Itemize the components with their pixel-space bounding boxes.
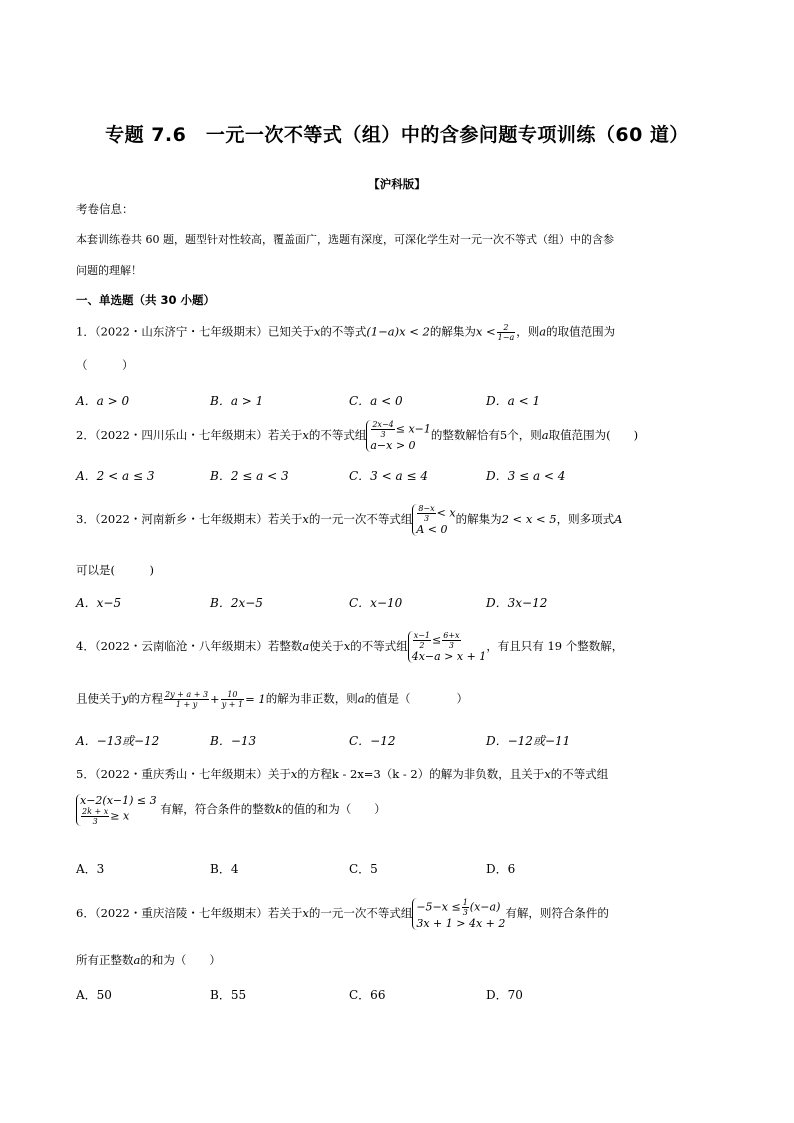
q3-stem-c: 的解集为: [455, 512, 502, 526]
q4-r1-num-right: 6+x: [443, 631, 460, 640]
q2-row1-num: 2x−4: [372, 420, 394, 429]
q4-option-b[interactable]: B．−13: [210, 734, 257, 748]
q1-option-d[interactable]: D．a < 1: [486, 394, 541, 408]
question-3: [76, 504, 622, 536]
q5-stem-c: 的解为非负数，且关于: [429, 767, 545, 781]
q4-line2-c: 的解为非正数，则: [265, 691, 358, 706]
q4-r1-mid: ≤: [432, 633, 442, 647]
q2-option-b[interactable]: B．2 ≤ a < 3: [210, 469, 289, 483]
q2-stem-c: 的整数解恰有5个，则: [430, 428, 542, 442]
question-1: [76, 323, 615, 342]
q3-var-A: A: [614, 512, 623, 526]
q6-line2-b: 的和为（ ）: [140, 953, 221, 967]
q3-stem-a: 3．（2022・河南新乡・七年级期末）若关于: [76, 512, 303, 526]
q5-option-b[interactable]: B．4: [210, 862, 239, 876]
q2-row1-fraction: [371, 420, 394, 439]
q6-row1-den: 3: [462, 908, 468, 917]
q1-option-b[interactable]: B．a > 1: [210, 394, 264, 408]
q2-row1-rest: ≤ x−1: [395, 422, 431, 436]
q1-frac-den: 1−a: [497, 333, 515, 342]
q4-r1-den-right: 3: [448, 641, 454, 650]
q5-option-c[interactable]: C．5: [349, 862, 378, 876]
q3-option-d[interactable]: D．3x−12: [486, 596, 548, 610]
q5-row2-den: 3: [92, 817, 98, 826]
q5-stem-d: 的不等式组: [550, 767, 609, 781]
q6-var-a: a: [133, 953, 141, 967]
q4-var-x: x: [343, 639, 351, 653]
q5-var-k: k: [275, 802, 283, 816]
q4-r1-num-left: x−1: [413, 631, 431, 640]
q6-row1-a: −5−x ≤: [416, 900, 461, 914]
q4-line2-a: 且使关于: [76, 691, 122, 706]
q6-option-c[interactable]: C．66: [349, 988, 386, 1002]
q5-var-x: x: [290, 767, 298, 781]
q4-stem-b: 使关于: [309, 639, 344, 653]
q4-equation: [163, 690, 266, 709]
q3-option-c[interactable]: C．x−10: [349, 596, 403, 610]
q5-option-a[interactable]: A．3: [76, 862, 105, 876]
q6-row1-num: 1: [462, 898, 468, 907]
q2-row2: a−x > 0: [370, 439, 416, 452]
q3-row1-fraction: [417, 504, 435, 523]
q3-option-b[interactable]: B．2x−5: [210, 596, 263, 610]
q3-stem-d: ，则多项式: [556, 512, 615, 526]
q5-inequality-system: [76, 794, 157, 826]
q5-option-d[interactable]: D．6: [486, 862, 516, 876]
q4-row2: 4x−a > x + 1: [411, 650, 487, 663]
q3-option-a[interactable]: A．x−5: [76, 596, 122, 610]
q4-r1-den-left: 2: [419, 641, 425, 650]
q4-var-a: a: [302, 639, 310, 653]
q4-eq-frac1: [164, 690, 209, 709]
q6-row2: 3x + 1 > 4x + 2: [416, 917, 506, 930]
q6-line2: [76, 953, 221, 967]
question-2: [76, 420, 638, 452]
q6-option-d[interactable]: D．70: [486, 988, 523, 1002]
q3-row2: A < 0: [416, 523, 448, 536]
q4-line2: [76, 690, 468, 709]
q4-inequality-system: [408, 631, 487, 663]
q3-solution: 2 < x < 5: [501, 512, 557, 526]
q5-row2-fraction: [81, 807, 109, 826]
q2-stem-a: 2．（2022・四川乐山・七年级期末）若关于: [76, 428, 303, 442]
q5-line2: [76, 794, 386, 826]
q1-stem-a: 1．（2022・山东济宁・七年级期末）已知关于: [76, 324, 314, 339]
q6-row1-b: (x−a): [469, 900, 501, 914]
info-heading: 考卷信息：: [76, 202, 134, 216]
q4-eq-plus: +: [210, 691, 220, 706]
q4-eq-den1: 1 + y: [175, 700, 198, 709]
page-title: 专题 7.6 一元一次不等式（组）中的含参问题专项训练（60 道）: [105, 124, 689, 146]
q1-stem-b: 的不等式: [320, 324, 367, 339]
q5-row1: x−2(x−1) ≤ 3: [80, 794, 157, 807]
q2-row1-den: 3: [380, 430, 386, 439]
question-4: [76, 631, 623, 663]
q2-option-a[interactable]: A．2 < a ≤ 3: [76, 469, 155, 483]
q1-var-x: x: [313, 324, 321, 339]
q1-option-c[interactable]: C．a < 0: [349, 394, 403, 408]
q1-option-a[interactable]: A．a > 0: [76, 394, 130, 408]
q4-row1-frac-right: [442, 631, 460, 650]
q2-option-c[interactable]: C．3 < a ≤ 4: [349, 469, 428, 483]
q1-stem-e: 的取值范围为: [546, 324, 616, 339]
q3-answer-blank: 可以是( ): [76, 563, 154, 577]
section-heading: 一、单选题（共 30 小题）: [76, 293, 216, 307]
q4-var-y: y: [122, 691, 129, 706]
q4-stem-c: 的不等式组: [350, 639, 408, 653]
info-text-line1: 本套训练卷共 60 题，题型针对性较高，覆盖面广，选题有深度，可深化学生对一元一次不等式（组）中的含参: [76, 233, 614, 246]
q5-row2-rest: ≥ x: [110, 809, 130, 823]
q6-option-a[interactable]: A．50: [76, 988, 112, 1002]
q4-option-d[interactable]: D．−12或−11: [486, 734, 571, 748]
q2-var-a: a: [541, 428, 549, 442]
q1-solution-fraction: [497, 323, 516, 342]
q5-equation: k - 2x=3（k - 2）: [331, 767, 430, 781]
q4-var-a-2: a: [357, 691, 365, 706]
q5-stem-a: 5．（2022・重庆秀山・七年级期末）关于: [76, 767, 291, 781]
q3-row1-num: 8−x: [418, 504, 435, 513]
question-5: [76, 767, 608, 781]
q4-stem-a: 4．（2022・云南临沧・八年级期末）若整数: [76, 639, 303, 653]
q4-eq-num2: 10: [221, 690, 244, 700]
q4-option-a[interactable]: A．−13或−12: [76, 734, 160, 748]
q4-row1-frac-left: [413, 631, 431, 650]
q4-eq-num1: 2y + a + 3: [165, 690, 209, 699]
edition-label: 【沪科版】: [368, 177, 426, 191]
q4-line2-b: 的方程: [128, 691, 163, 706]
q3-var-x: x: [302, 512, 309, 526]
q6-stem-c: 有解，则符合条件的: [505, 906, 609, 920]
q4-line2-d: 的值是（ ）: [364, 691, 469, 706]
q5-var-x-2: x: [544, 767, 551, 781]
q1-stem-d: ，则: [516, 324, 540, 339]
q1-stem-c: 的解集为: [429, 324, 476, 339]
q6-stem-a: 6．（2022・重庆涪陵・七年级期末）若关于: [76, 906, 303, 920]
q3-row1-rest: < x: [436, 506, 456, 520]
q6-stem-b: 的一元一次不等式组: [308, 906, 413, 920]
q1-var-a: a: [539, 324, 547, 339]
q4-eq-rhs: = 1: [245, 691, 266, 706]
q5-stem-b: 的方程: [297, 767, 332, 781]
q2-option-d[interactable]: D．3 ≤ a < 4: [486, 469, 566, 483]
q6-inequality-system: [412, 898, 505, 930]
question-6: [76, 898, 609, 930]
q3-row1-den: 3: [423, 514, 430, 523]
q6-line2-a: 所有正整数: [76, 953, 134, 967]
q4-eq-frac2: [221, 690, 244, 709]
q1-solution-lhs: x <: [475, 324, 496, 339]
q2-stem-b: 的不等式组: [308, 428, 367, 442]
q2-var-x: x: [302, 428, 309, 442]
info-text-line2: 问题的理解！: [76, 264, 142, 277]
q6-row1-fraction: [462, 898, 469, 917]
q1-inequality: (1−a)x < 2: [366, 324, 430, 339]
q3-stem-b: 的一元一次不等式组: [308, 512, 413, 526]
q1-answer-blank: （ ）: [76, 358, 134, 372]
q5-stem-e: 有解，符合条件的整数: [160, 802, 276, 816]
q4-option-c[interactable]: C．−12: [349, 734, 396, 748]
q1-frac-num: 2: [497, 323, 516, 333]
q6-var-x: x: [302, 906, 309, 920]
q2-inequality-system: [366, 420, 431, 452]
q3-inequality-system: [412, 504, 455, 536]
q2-stem-d: 取值范围为( ): [548, 428, 639, 442]
q4-stem-d: ，有且只有 19 个整数解，: [486, 639, 624, 653]
q4-eq-den2: y + 1: [221, 700, 244, 709]
q6-option-b[interactable]: B．55: [210, 988, 247, 1002]
q5-stem-f: 的值的和为（ ）: [282, 802, 386, 816]
q5-row2-num: 2k + x: [82, 807, 109, 816]
